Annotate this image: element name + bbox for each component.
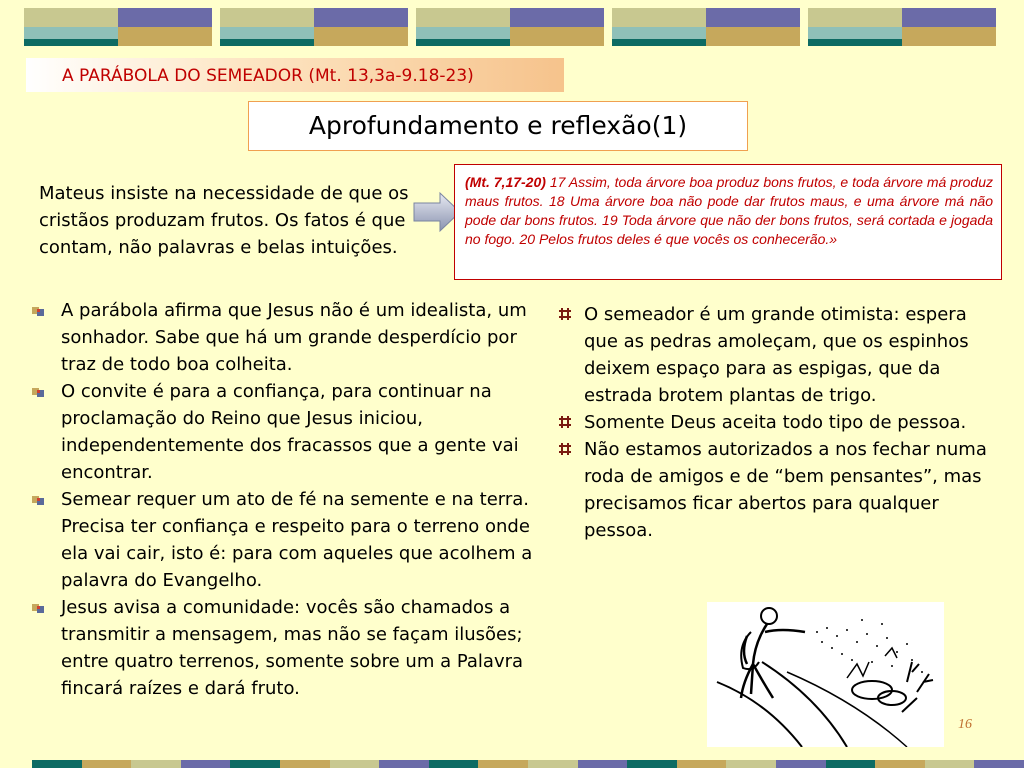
left-bullet-list [32,297,544,702]
bottom-decoration [32,760,1024,768]
list-item-text: Somente Deus aceita todo tipo de pessoa. [584,412,967,433]
list-item-text: Jesus avisa a comunidade: vocês são chamados a transmitir a mensagem, mas não se façam ilusões; entre quatro terrenos, somente sobre um a Palavra fincará raízes e dará fruto. [61,597,524,699]
decor-tile [808,8,996,46]
bible-quote-box [454,164,1002,280]
slide-title [248,101,748,151]
list-item [32,378,544,486]
list-item-text: Semear requer um ato de fé na semente e na terra. Precisa ter confiança e respeito para o terreno onde ela vai cair, isto é: para com aqueles que acolhem a palavra do Evangelho. [61,489,533,591]
page-number: 16 [958,717,972,732]
list-item [558,409,996,436]
slide-header [26,58,564,92]
list-item [558,301,996,409]
square-bullet-icon [32,494,46,506]
quote-text: 17 Assim, toda árvore boa produz bons frutos, e toda árvore má produz maus frutos. 18 Uma árvore boa não pode dar frutos maus, e uma árvore má não pode dar bons frutos. 19 Toda árvore que não der bons frutos, será cortada e jogada no fogo. 20 Pelos frutos deles é que vocês os conhecerão.» [465,174,993,247]
slide-title-text: Aprofundamento e reflexão(1) [308,111,688,140]
list-item-text: Não estamos autorizados a nos fechar numa roda de amigos e de “bem pensantes”, mas precisamos ficar abertos para qualquer pessoa. [584,439,987,541]
right-bullet-list [558,301,996,544]
quote-reference: (Mt. 7,17-20) [465,174,546,190]
list-item-text: O semeador é um grande otimista: espera que as pedras amoleçam, que os espinhos deixem espaço para as espigas, que da estrada brotem plantas de trigo. [584,304,969,406]
sower-illustration [707,602,944,747]
header-title: A PARÁBOLA DO SEMEADOR (Mt. 13,3a-9.18-23) [62,66,474,86]
hash-bullet-icon [558,442,572,456]
square-bullet-icon [32,305,46,317]
list-item-text: O convite é para a confiança, para continuar na proclamação do Reino que Jesus iniciou, independentemente dos fracassos que a gente vai encontrar. [61,381,519,483]
decor-tile [612,8,800,46]
list-item [32,486,544,594]
list-item [32,297,544,378]
list-item [32,594,544,702]
decor-tile [416,8,604,46]
square-bullet-icon [32,602,46,614]
decor-tile [24,8,212,46]
list-item-text: A parábola afirma que Jesus não é um idealista, um sonhador. Sabe que há um grande desperdício por traz de todo boa colheita. [61,300,527,375]
hash-bullet-icon [558,307,572,321]
square-bullet-icon [32,386,46,398]
intro-text: Mateus insiste na necessidade de que os cristãos produzam frutos. Os fatos é que contam, não palavras e belas intuições. [39,183,409,258]
list-item [558,436,996,544]
decor-tile [220,8,408,46]
hash-bullet-icon [558,415,572,429]
